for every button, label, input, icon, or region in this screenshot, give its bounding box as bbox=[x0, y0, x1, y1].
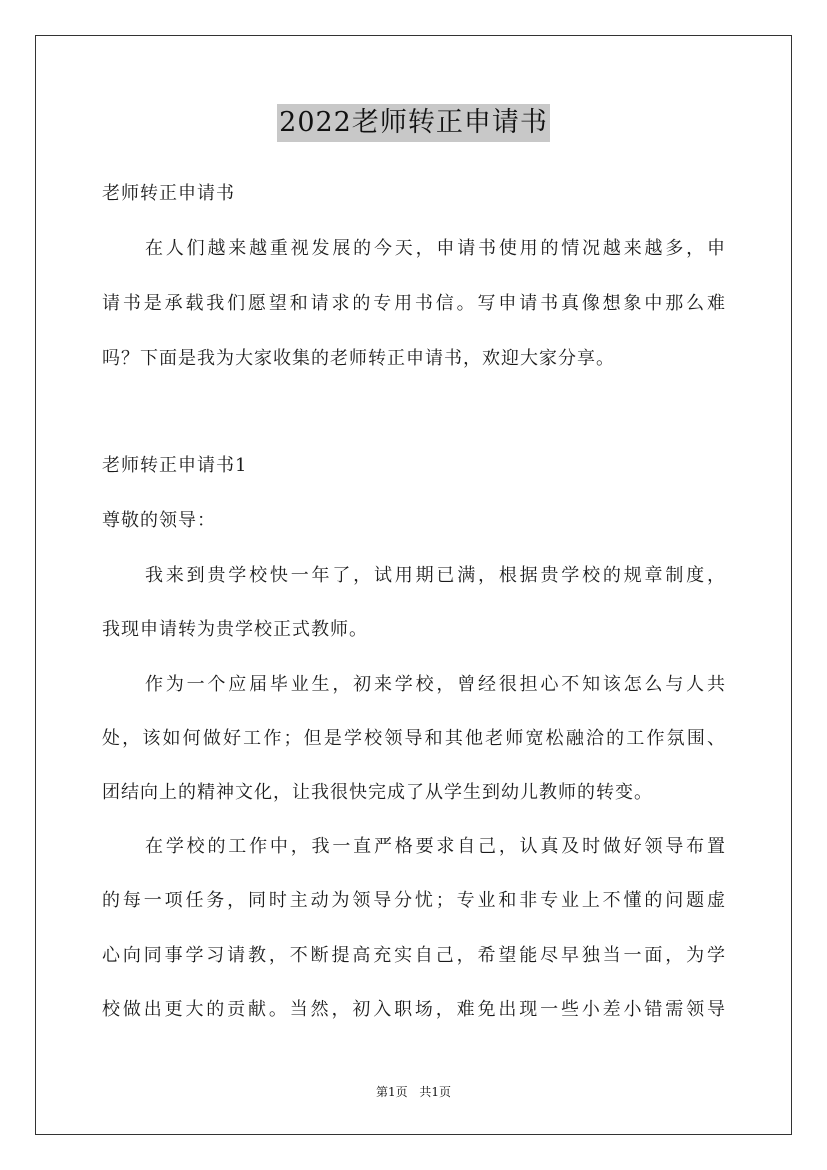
paragraph-line: 我现申请转为贵学校正式教师。 bbox=[102, 619, 368, 640]
paragraph-line: 的每一项任务，同时主动为领导分忧；专业和非专业上不懂的问题虚 bbox=[102, 890, 726, 911]
paragraph-line: 心向同事学习请教，不断提高充实自己，希望能尽早独当一面，为学 bbox=[102, 945, 726, 966]
paragraph-line: 团结向上的精神文化，让我很快完成了从学生到幼儿教师的转变。 bbox=[102, 782, 653, 803]
document-title: 2022老师转正申请书 bbox=[277, 104, 550, 142]
total-pages: 共1页 bbox=[419, 1085, 452, 1099]
paragraph-line: 处，该如何做好工作；但是学校领导和其他老师宽松融洽的工作氛围、 bbox=[102, 728, 726, 749]
section-heading: 老师转正申请书1 bbox=[102, 455, 248, 476]
title-container bbox=[0, 104, 827, 142]
section-heading: 老师转正申请书 bbox=[102, 183, 235, 204]
paragraph-line: 我来到贵学校快一年了，试用期已满，根据贵学校的规章制度， bbox=[145, 565, 726, 586]
page-number: 第1页 bbox=[375, 1085, 408, 1099]
paragraph-line: 吗？下面是我为大家收集的老师转正申请书，欢迎大家分享。 bbox=[102, 348, 615, 369]
paragraph-line: 作为一个应届毕业生，初来学校，曾经很担心不知该怎么与人共 bbox=[145, 674, 726, 695]
paragraph-line: 在人们越来越重视发展的今天，申请书使用的情况越来越多，申 bbox=[145, 238, 726, 259]
page-footer bbox=[0, 1084, 827, 1100]
paragraph-line: 校做出更大的贡献。当然，初入职场，难免出现一些小差小错需领导 bbox=[102, 999, 726, 1020]
salutation: 尊敬的领导： bbox=[102, 510, 216, 531]
paragraph-line: 请书是承载我们愿望和请求的专用书信。写申请书真像想象中那么难 bbox=[102, 293, 726, 314]
paragraph-line: 在学校的工作中，我一直严格要求自己，认真及时做好领导布置 bbox=[145, 836, 726, 857]
